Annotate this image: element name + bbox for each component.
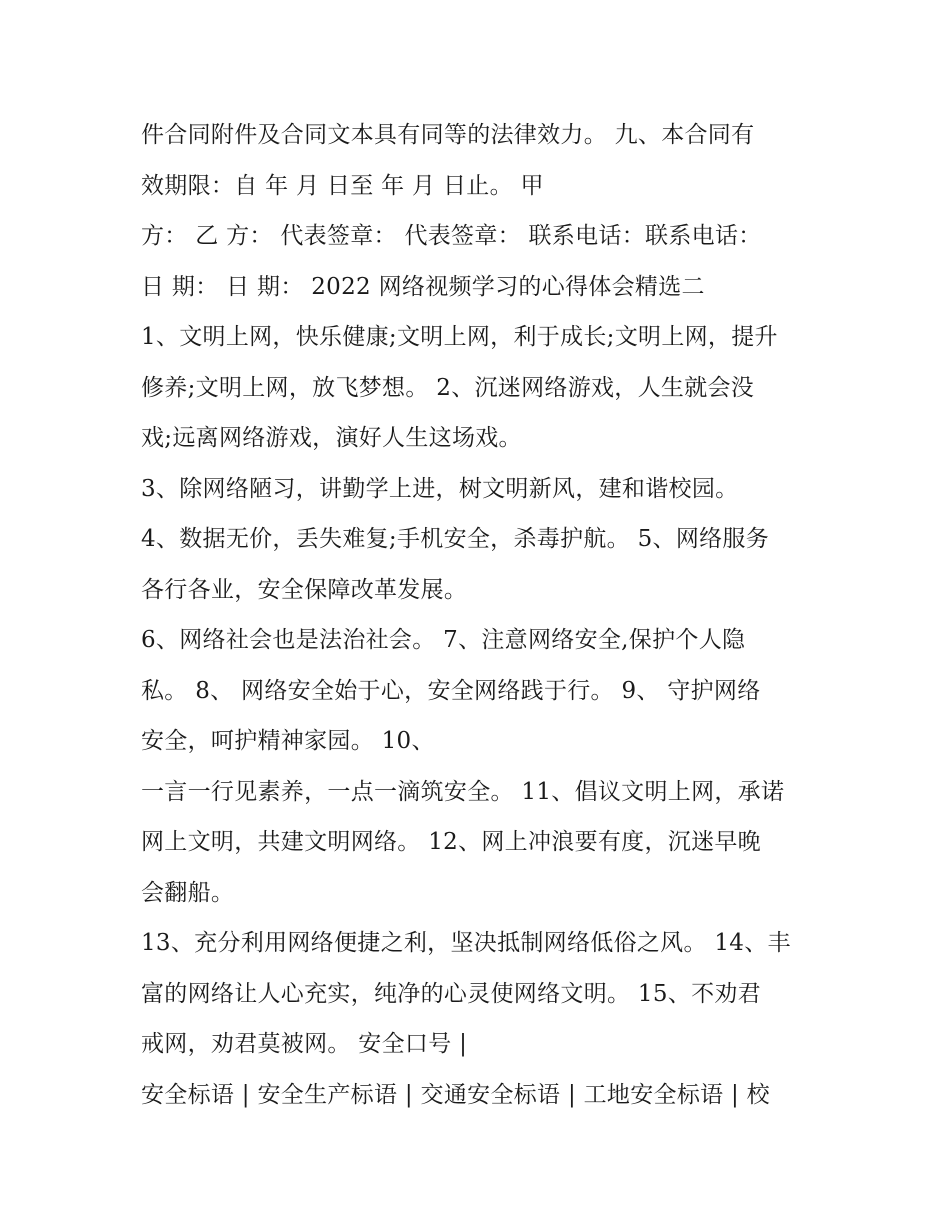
text-line: 4、数据无价，丢失难复;手机安全，杀毒护航。 5、网络服务 — [141, 526, 770, 552]
text-line: 件合同附件及合同文本具有同等的法律效力。 九、本合同有 — [141, 122, 755, 148]
text-line: 戒网，劝君莫被网。 安全口号 | — [141, 1031, 468, 1057]
text-line: 效期限：自 年 月 日至 年 月 日止。 甲 — [141, 172, 544, 199]
text-line: 一言一行见素养，一点一滴筑安全。 11、倡议文明上网，承诺 — [141, 778, 785, 805]
text-line: 安全标语 | 安全生产标语 | 交通安全标语 | 工地安全标语 | 校 — [141, 1081, 770, 1108]
text-line: 修养;文明上网，放飞梦想。 2、沉迷网络游戏，人生就会没 — [141, 374, 755, 401]
text-line: 日 期： 日 期： 2022 网络视频学习的心得体会精选二 — [141, 273, 705, 300]
text-line: 13、充分利用网络便捷之利，坚决抵制网络低俗之风。 14、丰 — [141, 930, 791, 956]
text-line: 安全，呵护精神家园。 10、 — [141, 728, 435, 754]
text-line: 1、文明上网，快乐健康;文明上网，利于成长;文明上网，提升 — [141, 324, 778, 350]
text-line: 3、除网络陋习，讲勤学上进，树文明新风，建和谐校园。 — [141, 475, 739, 502]
text-line: 戏;远离网络游戏，演好人生这场戏。 — [141, 425, 522, 451]
text-line: 私。 8、 网络安全始于心，安全网络践于行。 9、 守护网络 — [141, 677, 761, 704]
text-line: 网上文明，共建文明网络。 12、网上冲浪要有度，沉迷早晚 — [141, 829, 761, 855]
text-line: 各行各业，安全保障改革发展。 — [141, 576, 468, 603]
text-line: 富的网络让人心充实，纯净的心灵使网络文明。 15、不劝君 — [141, 980, 761, 1007]
text-line: 6、网络社会也是法治社会。 7、注意网络安全,保护个人隐 — [141, 627, 746, 653]
text-line: 会翻船。 — [141, 879, 235, 906]
document-body — [141, 110, 831, 1120]
text-line: 方： 乙 方： 代表签章： 代表签章： 联系电话：联系电话： — [141, 223, 762, 249]
